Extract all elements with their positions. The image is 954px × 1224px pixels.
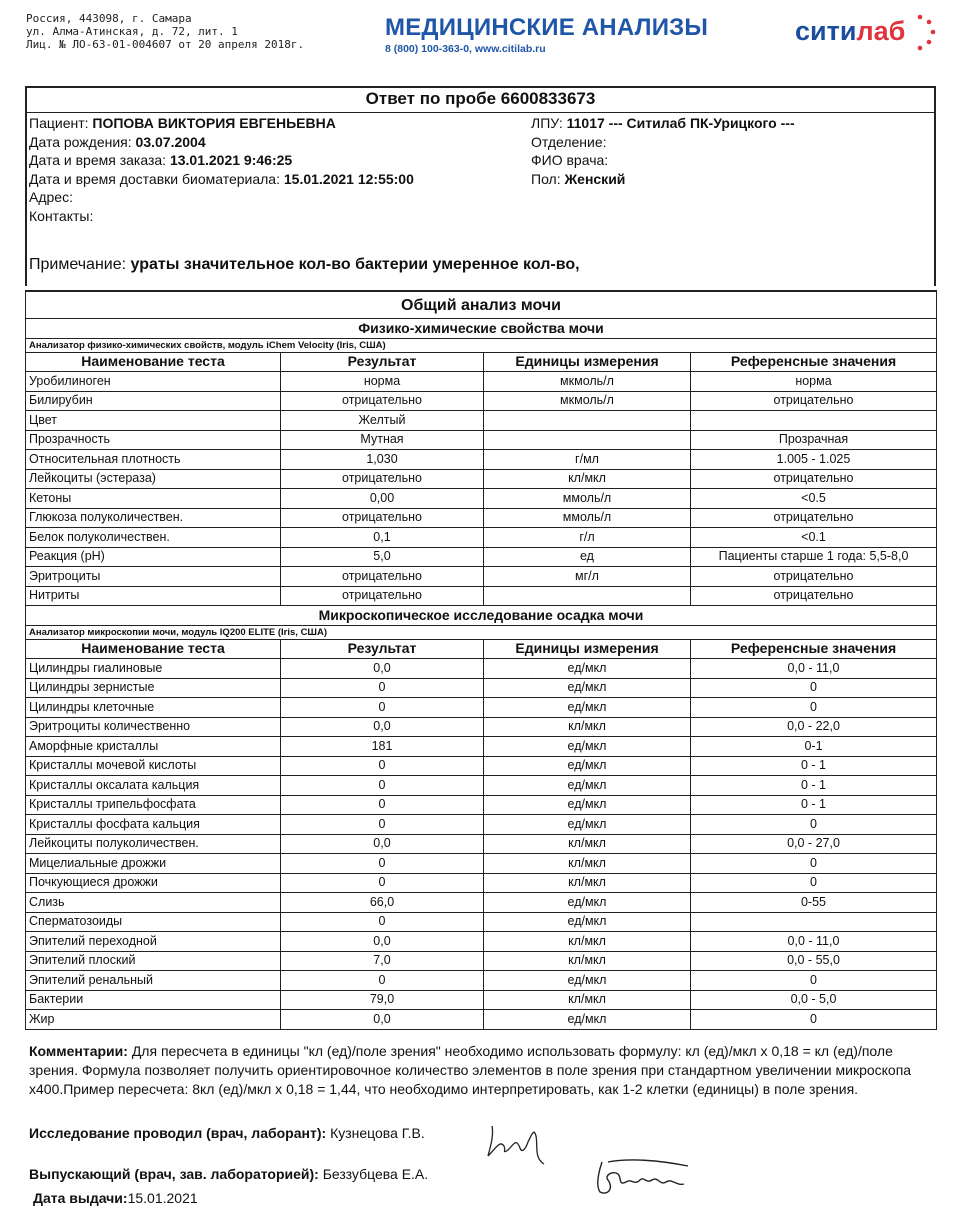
table-row xyxy=(26,834,937,854)
reference-cell: 0,0 - 5,0 xyxy=(691,990,937,1010)
analyzer-physchem xyxy=(26,338,937,352)
test-name-cell: Жир xyxy=(26,1010,281,1030)
analyzer-microscopy-cell: Анализатор микроскопии мочи, модуль IQ200 ELITE (Iris, США) xyxy=(26,625,937,639)
table-row xyxy=(26,951,937,971)
column-header-result: Результат xyxy=(281,352,484,372)
sex-label: Пол: xyxy=(531,170,561,187)
table-row xyxy=(26,971,937,991)
reference-cell xyxy=(691,411,937,431)
analysis-title xyxy=(26,291,937,319)
performed-label: Исследование проводил (врач, лаборант): xyxy=(29,1125,327,1141)
units-cell: кл/мкл xyxy=(484,990,691,1010)
table-row xyxy=(26,508,937,528)
table-row xyxy=(26,893,937,913)
result-cell: отрицательно xyxy=(281,508,484,528)
result-cell: 0 xyxy=(281,873,484,893)
units-cell: ед xyxy=(484,547,691,567)
result-cell: 0,1 xyxy=(281,528,484,548)
result-cell: отрицательно xyxy=(281,586,484,606)
result-cell: 0 xyxy=(281,698,484,718)
test-name-cell: Эпителий переходной xyxy=(26,932,281,952)
reference-cell: 0-1 xyxy=(691,737,937,757)
reference-cell xyxy=(691,912,937,932)
lab-banner xyxy=(385,14,708,55)
result-cell: 0 xyxy=(281,971,484,991)
reference-cell: 0 xyxy=(691,678,937,698)
banner-contacts: 8 (800) 100-363-0, www.citilab.ru xyxy=(385,43,546,55)
table-row xyxy=(26,854,937,874)
performed-by xyxy=(29,1125,425,1141)
banner-title: МЕДИЦИНСКИЕ АНАЛИЗЫ xyxy=(385,14,709,41)
test-name-cell: Эритроциты количественно xyxy=(26,717,281,737)
released-label: Выпускающий (врач, зав. лабораторией): xyxy=(29,1166,319,1182)
table-row xyxy=(26,776,937,796)
reference-cell: 0 xyxy=(691,971,937,991)
microscopy-column-header-row xyxy=(26,639,937,659)
reference-cell: норма xyxy=(691,372,937,392)
units-cell: мкмоль/л xyxy=(484,391,691,411)
performed-name: Кузнецова Г.В. xyxy=(330,1125,425,1141)
table-row xyxy=(26,469,937,489)
result-cell: норма xyxy=(281,372,484,392)
table-row xyxy=(26,450,937,470)
units-cell: кл/мкл xyxy=(484,834,691,854)
units-cell: ед/мкл xyxy=(484,776,691,796)
result-cell: Желтый xyxy=(281,411,484,431)
table-row xyxy=(26,815,937,835)
issue-date-value: 15.01.2021 xyxy=(127,1190,198,1206)
test-name-cell: Кристаллы оксалата кальция xyxy=(26,776,281,796)
result-cell: 7,0 xyxy=(281,951,484,971)
reference-cell: Пациенты старше 1 года: 5,5-8,0 xyxy=(691,547,937,567)
result-cell: 0 xyxy=(281,912,484,932)
table-row xyxy=(26,659,937,679)
section-title-microscopy xyxy=(26,606,937,626)
note-label: Примечание: xyxy=(29,256,127,273)
order-value: 13.01.2021 9:46:25 xyxy=(169,152,293,168)
reference-cell: отрицательно xyxy=(691,391,937,411)
column-header-units: Единицы измерения xyxy=(484,352,691,372)
reference-cell: 0 xyxy=(691,815,937,835)
table-row xyxy=(26,411,937,431)
analyzer-microscopy xyxy=(26,625,937,639)
delivery-label: Дата и время доставки биоматериала: xyxy=(29,170,280,187)
department-label: Отделение: xyxy=(531,133,607,150)
table-row xyxy=(26,795,937,815)
units-cell: кл/мкл xyxy=(484,854,691,874)
test-name-cell: Мицелиальные дрожжи xyxy=(26,854,281,874)
test-name-cell: Кристаллы трипельфосфата xyxy=(26,795,281,815)
section-title-microscopy-cell: Микроскопическое исследование осадка мочи xyxy=(26,606,937,626)
reference-cell: 0 xyxy=(691,873,937,893)
result-cell: 181 xyxy=(281,737,484,757)
test-name-cell: Сперматозоиды xyxy=(26,912,281,932)
reference-cell: 0 - 1 xyxy=(691,756,937,776)
table-row xyxy=(26,372,937,392)
result-cell: отрицательно xyxy=(281,391,484,411)
units-cell: кл/мкл xyxy=(484,932,691,952)
reference-cell: 0,0 - 22,0 xyxy=(691,717,937,737)
sex-value: Женский xyxy=(564,170,626,187)
reference-cell: отрицательно xyxy=(691,567,937,587)
test-name-cell: Цилиндры зернистые xyxy=(26,678,281,698)
test-name-cell: Почкующиеся дрожжи xyxy=(26,873,281,893)
note xyxy=(29,256,580,274)
comment-label: Комментарии: xyxy=(29,1043,128,1059)
reference-cell: 0,0 - 11,0 xyxy=(691,659,937,679)
table-row xyxy=(26,528,937,548)
dob-value: 03.07.2004 xyxy=(135,133,206,150)
test-name-cell: Кристаллы мочевой кислоты xyxy=(26,756,281,776)
result-cell: 0 xyxy=(281,795,484,815)
table-row xyxy=(26,489,937,509)
units-cell xyxy=(484,411,691,431)
reference-cell: 0,0 - 55,0 xyxy=(691,951,937,971)
units-cell: кл/мкл xyxy=(484,873,691,893)
address-line-1: Россия, 443098, г. Самара xyxy=(26,12,192,25)
units-cell xyxy=(484,430,691,450)
units-cell: ед/мкл xyxy=(484,678,691,698)
result-cell: 0 xyxy=(281,854,484,874)
table-row xyxy=(26,912,937,932)
test-name-cell: Слизь xyxy=(26,893,281,913)
reference-cell: 0,0 - 27,0 xyxy=(691,834,937,854)
test-name-cell: Относительная плотность xyxy=(26,450,281,470)
column-header-reference: Референсные значения xyxy=(691,639,937,659)
table-row xyxy=(26,932,937,952)
test-name-cell: Прозрачность xyxy=(26,430,281,450)
result-cell: 0,0 xyxy=(281,932,484,952)
section-title-physchem-cell: Физико-химические свойства мочи xyxy=(26,319,937,339)
result-cell: 0,0 xyxy=(281,1010,484,1030)
table-row xyxy=(26,391,937,411)
reference-cell: 0 xyxy=(691,1010,937,1030)
comment-text: Для пересчета в единицы "кл (ед)/поле зрения" необходимо использовать формулу: кл (ед)/мкл х 0,18 = кл (ед)/поле зрения. Формула позволяет получить ориентировочное количество элементов в поле зрения при стандартном увеличении микроскопа х400.Пример пересчета: 8кл (ед)/мкл х 0,18 = 1,44, что необходимо интерпретировать, как 1-2 клетки (единицы) в поле зрения. xyxy=(29,1043,912,1097)
lab-address xyxy=(26,12,304,51)
issue-date-label: Дата выдачи: xyxy=(33,1190,128,1206)
result-cell: 0 xyxy=(281,756,484,776)
table-row xyxy=(26,1010,937,1030)
column-header-reference: Референсные значения xyxy=(691,352,937,372)
table-row xyxy=(26,756,937,776)
section-title-physchem xyxy=(26,319,937,339)
result-cell: 1,030 xyxy=(281,450,484,470)
results-table xyxy=(25,290,937,1030)
lpu-label: ЛПУ: xyxy=(531,115,563,131)
patient-info-left xyxy=(29,114,414,225)
reference-cell: 0-55 xyxy=(691,893,937,913)
units-cell: ед/мкл xyxy=(484,737,691,757)
citilab-logo xyxy=(795,16,905,47)
test-name-cell: Цвет xyxy=(26,411,281,431)
reference-cell: отрицательно xyxy=(691,586,937,606)
table-row xyxy=(26,678,937,698)
reference-cell: Прозрачная xyxy=(691,430,937,450)
units-cell: ед/мкл xyxy=(484,1010,691,1030)
table-row xyxy=(26,567,937,587)
released-name: Беззубцева Е.А. xyxy=(322,1166,429,1182)
table-row xyxy=(26,698,937,718)
test-name-cell: Бактерии xyxy=(26,990,281,1010)
column-header-units: Единицы измерения xyxy=(484,639,691,659)
doctor-label: ФИО врача: xyxy=(531,152,609,168)
reference-cell: 0,0 - 11,0 xyxy=(691,932,937,952)
test-name-cell: Цилиндры клеточные xyxy=(26,698,281,718)
logo-text-part1: сити xyxy=(795,16,857,46)
reference-cell: 0 - 1 xyxy=(691,776,937,796)
logo-dots-icon xyxy=(912,12,938,56)
issue-date xyxy=(33,1190,198,1206)
reference-cell: 0 xyxy=(691,698,937,718)
units-cell: ед/мкл xyxy=(484,971,691,991)
contacts-label: Контакты: xyxy=(29,207,94,224)
test-name-cell: Кристаллы фосфата кальция xyxy=(26,815,281,835)
analysis-title-cell: Общий анализ мочи xyxy=(26,291,937,319)
reference-cell: <0.1 xyxy=(691,528,937,548)
test-name-cell: Глюкоза полуколичествен. xyxy=(26,508,281,528)
title-divider xyxy=(25,112,936,113)
test-name-cell: Лейкоциты (эстераза) xyxy=(26,469,281,489)
test-name-cell: Билирубин xyxy=(26,391,281,411)
lpu-value: 11017 --- Ситилаб ПК-Урицкого --- xyxy=(566,115,795,131)
patient-info-right xyxy=(531,114,795,188)
units-cell xyxy=(484,586,691,606)
units-cell: ед/мкл xyxy=(484,912,691,932)
test-name-cell: Лейкоциты полуколичествен. xyxy=(26,834,281,854)
test-name-cell: Кетоны xyxy=(26,489,281,509)
units-cell: ммоль/л xyxy=(484,489,691,509)
result-cell: 0,00 xyxy=(281,489,484,509)
reference-cell: 1.005 - 1.025 xyxy=(691,450,937,470)
units-cell: ед/мкл xyxy=(484,815,691,835)
analyzer-physchem-cell: Анализатор физико-химических свойств, модуль iChem Velocity (Iris, США) xyxy=(26,338,937,352)
reference-cell: 0 xyxy=(691,854,937,874)
test-name-cell: Аморфные кристаллы xyxy=(26,737,281,757)
table-row xyxy=(26,430,937,450)
reference-cell: <0.5 xyxy=(691,489,937,509)
table-row xyxy=(26,547,937,567)
result-cell: 0,0 xyxy=(281,717,484,737)
units-cell: г/л xyxy=(484,528,691,548)
units-cell: ед/мкл xyxy=(484,893,691,913)
table-row xyxy=(26,737,937,757)
order-label: Дата и время заказа: xyxy=(29,152,167,168)
physchem-column-header-row xyxy=(26,352,937,372)
test-name-cell: Уробилиноген xyxy=(26,372,281,392)
units-cell: мг/л xyxy=(484,567,691,587)
units-cell: мкмоль/л xyxy=(484,372,691,392)
dob-label: Дата рождения: xyxy=(29,133,132,150)
column-header-test-name: Наименование теста xyxy=(26,639,281,659)
units-cell: кл/мкл xyxy=(484,717,691,737)
reference-cell: отрицательно xyxy=(691,469,937,489)
logo-text-part2: лаб xyxy=(856,16,906,46)
result-cell: 66,0 xyxy=(281,893,484,913)
address-line-2: ул. Алма-Атинская, д. 72, лит. 1 xyxy=(26,25,238,38)
result-cell: 79,0 xyxy=(281,990,484,1010)
units-cell: ед/мкл xyxy=(484,795,691,815)
table-row xyxy=(26,990,937,1010)
test-name-cell: Эритроциты xyxy=(26,567,281,587)
units-cell: ед/мкл xyxy=(484,698,691,718)
signature-1-icon xyxy=(482,1118,554,1174)
comment xyxy=(29,1042,934,1099)
result-cell: отрицательно xyxy=(281,469,484,489)
column-header-test-name: Наименование теста xyxy=(26,352,281,372)
address-label: Адрес: xyxy=(29,189,73,205)
patient-name: ПОПОВА ВИКТОРИЯ ЕВГЕНЬЕВНА xyxy=(92,115,336,131)
test-name-cell: Цилиндры гиалиновые xyxy=(26,659,281,679)
column-header-result: Результат xyxy=(281,639,484,659)
result-cell: 0 xyxy=(281,678,484,698)
result-cell: 5,0 xyxy=(281,547,484,567)
license-line: Лиц. № ЛО-63-01-004607 от 20 апреля 2018г. xyxy=(26,38,305,51)
result-cell: 0,0 xyxy=(281,834,484,854)
delivery-value: 15.01.2021 12:55:00 xyxy=(283,170,414,187)
result-cell: Мутная xyxy=(281,430,484,450)
reference-cell: 0 - 1 xyxy=(691,795,937,815)
result-cell: 0 xyxy=(281,815,484,835)
table-row xyxy=(26,717,937,737)
test-name-cell: Нитриты xyxy=(26,586,281,606)
result-cell: отрицательно xyxy=(281,567,484,587)
released-by xyxy=(29,1166,428,1182)
result-cell: 0,0 xyxy=(281,659,484,679)
test-name-cell: Эпителий ренальный xyxy=(26,971,281,991)
units-cell: кл/мкл xyxy=(484,469,691,489)
test-name-cell: Реакция (pH) xyxy=(26,547,281,567)
units-cell: кл/мкл xyxy=(484,951,691,971)
note-text: ураты значительное кол-во бактерии умеренное кол-во, xyxy=(130,256,580,273)
reference-cell: отрицательно xyxy=(691,508,937,528)
table-row xyxy=(26,586,937,606)
units-cell: г/мл xyxy=(484,450,691,470)
report-title: Ответ по пробе 6600833673 xyxy=(365,89,596,108)
units-cell: ммоль/л xyxy=(484,508,691,528)
test-name-cell: Эпителий плоский xyxy=(26,951,281,971)
signature-2-icon xyxy=(588,1152,698,1202)
units-cell: ед/мкл xyxy=(484,756,691,776)
table-row xyxy=(26,873,937,893)
units-cell: ед/мкл xyxy=(484,659,691,679)
result-cell: 0 xyxy=(281,776,484,796)
test-name-cell: Белок полуколичествен. xyxy=(26,528,281,548)
patient-name-label: Пациент: xyxy=(29,115,89,131)
